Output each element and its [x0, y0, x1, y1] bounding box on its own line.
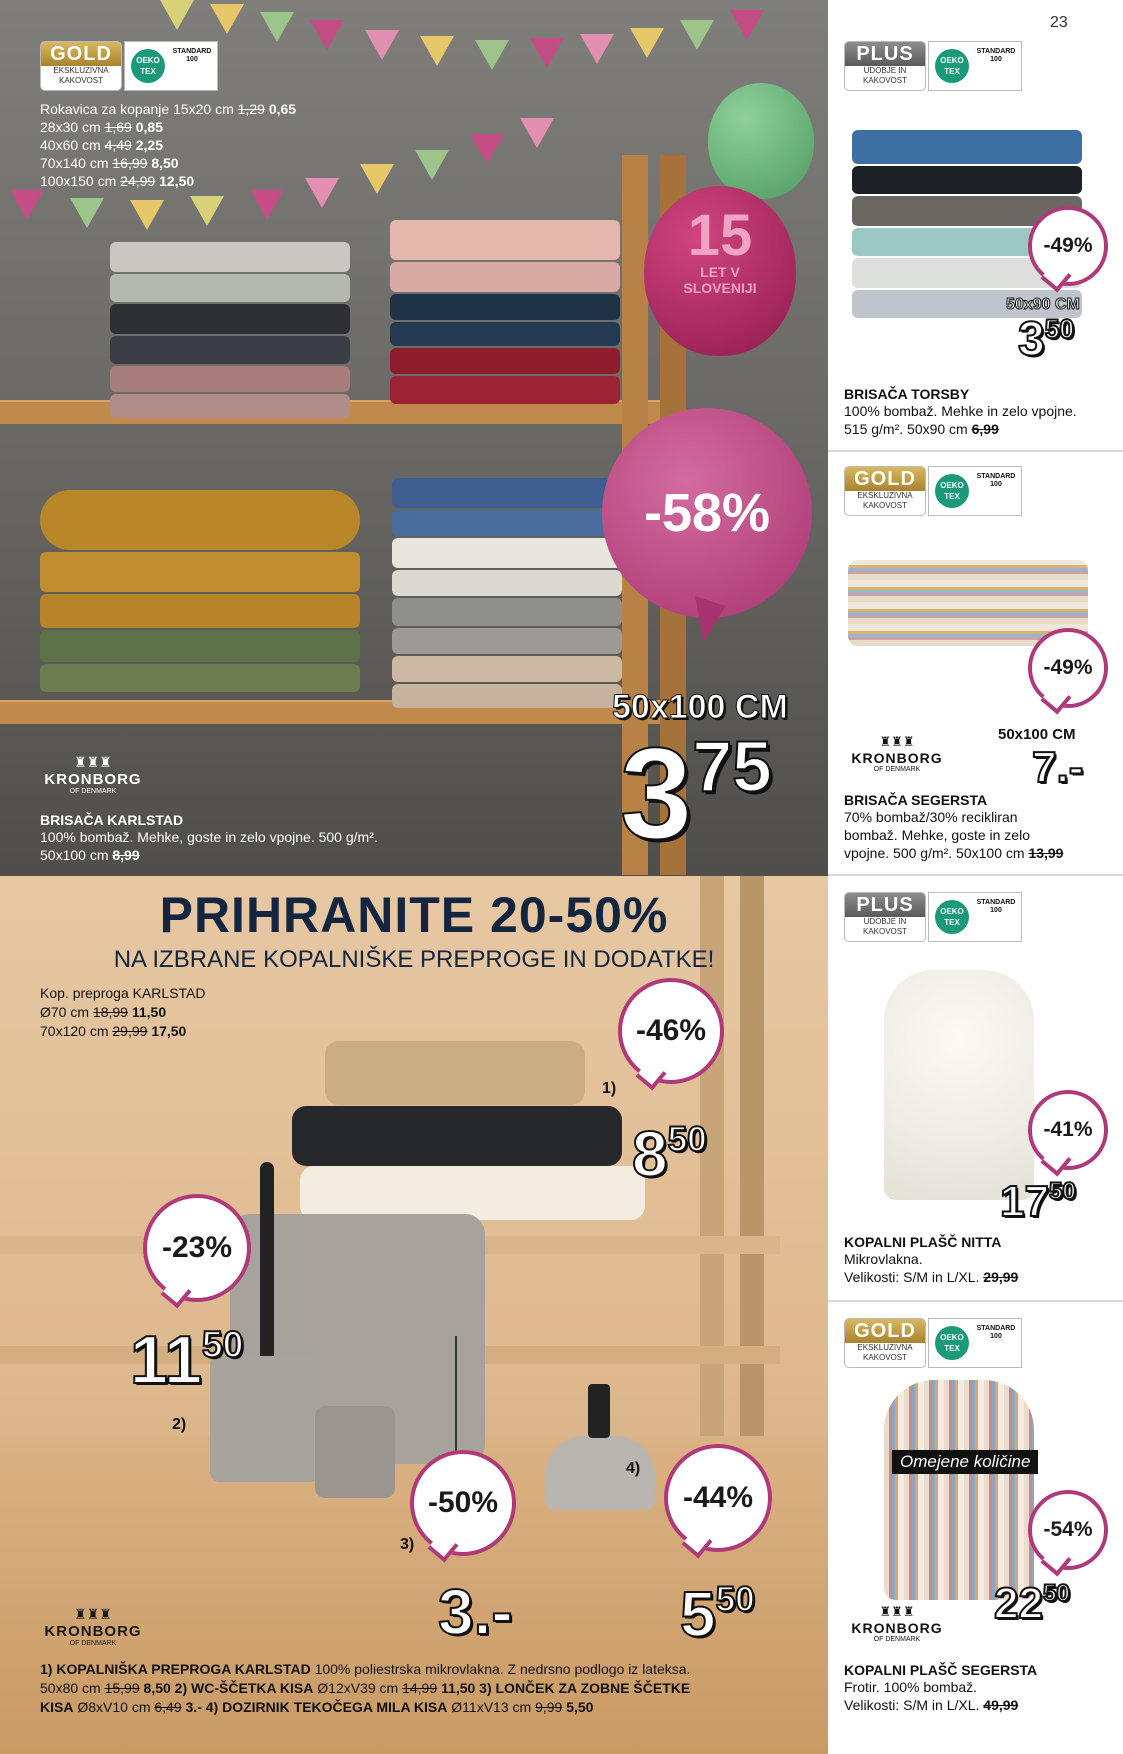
balloon-subtitle: SLOVENIJI: [683, 280, 757, 296]
size-label: 50x90 CM: [1006, 296, 1080, 313]
product-description: 100% bombaž. Mehke in zelo vpojne.: [844, 403, 1077, 419]
price-tag: $22^{50}$: [994, 1579, 1070, 1628]
kronborg-logo: ♜♜♜ KRONBORG OF DENMARK: [844, 1604, 950, 1643]
size-price-line: 70x140 cm 16,99 8,50: [40, 155, 179, 171]
towel-shelf-panel: [0, 0, 828, 876]
right-product-column: [828, 0, 1123, 1754]
rug-black: [292, 1106, 622, 1166]
oeko-tex-badge: OEKO TEX STANDARD 100: [928, 466, 1022, 516]
badge-title: GOLD: [41, 42, 121, 66]
product-description: 70% bombaž/30% recikliran: [844, 809, 1018, 825]
product-description: Frotir. 100% bombaž.: [844, 1679, 978, 1695]
size-price-line: 70x120 cm 29,99 17,50: [40, 1023, 187, 1039]
price-tag: 7.-: [1032, 743, 1084, 792]
product-title: BRISAČA SEGERSTA: [844, 792, 988, 808]
rug-price-list: [40, 984, 206, 1041]
kronborg-logo: ♜♜♜ KRONBORG OF DENMARK: [844, 734, 950, 773]
plus-quality-badge: PLUS UDOBJE IN KAKOVOST: [844, 892, 926, 942]
oeko-tex-badge: OEKO TEX STANDARD 100: [928, 41, 1022, 91]
price-tag: $17^{50}$: [1000, 1177, 1076, 1226]
toilet-brush-handle: [260, 1162, 274, 1372]
discount-bubble: -54%: [1028, 1490, 1108, 1570]
discount-bubble: -49%: [1028, 628, 1108, 708]
striped-bathrobe: [884, 1380, 1034, 1600]
towel-stack: [392, 478, 622, 710]
crown-icon: ♜♜♜: [74, 1606, 112, 1622]
size-price-line: Ø70 cm 18,99 11,50: [40, 1004, 167, 1020]
crown-icon: ♜♜♜: [74, 754, 112, 770]
crown-icon: ♜♜♜: [879, 734, 915, 749]
product-info-torsby: [844, 386, 1077, 438]
crown-icon: ♜♜♜: [879, 1604, 915, 1619]
rug-title: Kop. preproga KARLSTAD: [40, 985, 206, 1001]
gold-quality-badge: [40, 41, 122, 91]
discount-bubble: -49%: [1028, 206, 1108, 286]
towel-stack: [390, 220, 620, 406]
oeko-tex-badge: OEKO TEX STANDARD 100: [928, 892, 1022, 942]
plus-quality-badge: PLUS UDOBJE IN KAKOVOST: [844, 41, 926, 91]
size-price-line: 40x60 cm 4,49 2,25: [40, 137, 163, 153]
oeko-tex-badge: OEKO TEX STANDARD 100: [928, 1318, 1022, 1368]
oeko-standard-label: STANDARD 100: [172, 48, 212, 63]
size-price-list: [40, 100, 296, 190]
item-number: 1): [602, 1080, 617, 1097]
bath-accessories-panel: [0, 876, 828, 1754]
discount-bubble: -50%: [410, 1450, 516, 1556]
product-description: bombaž. Mehke, goste in zelo: [844, 827, 1030, 843]
product-info-segersta-towel: [844, 792, 1063, 862]
item-number: 2): [172, 1416, 187, 1433]
rug-beige: [325, 1041, 585, 1105]
discount-badge-large: [602, 408, 812, 618]
discount-bubble: -23%: [143, 1194, 251, 1302]
size-price-line: 28x30 cm 1,69 0,85: [40, 119, 163, 135]
price-tag-main: $3^{75}$: [620, 720, 772, 866]
promo-headline: PRIHRANITE 20-50%: [159, 887, 669, 943]
rug-white: [300, 1166, 645, 1220]
product-list-footer: 1) KOPALNIŠKA PREPROGA KARLSTAD 100% poliestrska mikrovlakna. Z nedrsno podlogo iz lateksa. 50x80 cm 15,99 8,50 2) WC-ŠČETKA KISA Ø12xV39 cm 14,99 11,50 3) LONČEK ZA ZOBNE ŠČETKE KISA Ø8xV10 cm 6,49 3.- 4) DOZIRNIK TEKOČEGA MILA KISA Ø11xV13 cm 9,99 5,50: [40, 1661, 691, 1715]
product-size-price: 50x100 cm 8,99: [40, 847, 140, 863]
product-info-nitta: [844, 1234, 1018, 1286]
product-title: BRISAČA KARLSTAD: [40, 812, 184, 828]
product-size-price: 515 g/m². 50x90 cm 6,99: [844, 421, 999, 437]
limited-quantity-label: Omejene količine: [892, 1450, 1038, 1474]
item-number: 3): [400, 1536, 415, 1553]
product-title: BRISAČA TORSBY: [844, 386, 970, 402]
discount-bubble: -46%: [618, 978, 724, 1084]
price-tag: $11^{50}$: [130, 1322, 244, 1398]
price-tag: 3.-: [438, 1576, 513, 1648]
size-price-line: Rokavica za kopanje 15x20 cm 1,29 0,65: [40, 101, 297, 117]
item-number: 4): [626, 1460, 641, 1477]
anniversary-balloon: [644, 186, 796, 356]
oeko-tex-logo: OEKO TEX: [131, 49, 165, 83]
soap-pump: [588, 1384, 610, 1438]
price-tag: $5^{50}$: [680, 1578, 755, 1650]
gold-quality-badge: GOLD EKSKLUZIVNA KAKOVOST: [844, 1318, 926, 1368]
size-price-line: 100x150 cm 24,99 12,50: [40, 173, 195, 189]
balloon-number: 15: [687, 203, 753, 268]
promo-subheadline: NA IZBRANE KOPALNIŠKE PREPROGE IN DODATKE!: [113, 946, 715, 973]
towel-stack: [40, 490, 360, 694]
discount-bubble: -41%: [1028, 1090, 1108, 1170]
discount-percent: -58%: [643, 483, 771, 543]
size-label: 50x100 CM: [998, 726, 1076, 743]
oeko-tex-badge: [124, 41, 218, 91]
towel-stack: [110, 242, 350, 420]
product-description: 100% bombaž. Mehke, goste in zelo vpojne. 500 g/m².: [40, 829, 378, 845]
discount-bubble: -44%: [664, 1444, 772, 1552]
product-size-price: Velikosti: S/M in L/XL. 49,99: [844, 1697, 1019, 1713]
badge-subtitle: EKSKLUZIVNA KAKOVOST: [53, 66, 109, 85]
product-description: Mikrovlakna.: [844, 1251, 923, 1267]
product-size-price: vpojne. 500 g/m². 50x100 cm 13,99: [844, 845, 1064, 861]
product-info-segersta-robe: [844, 1662, 1037, 1714]
toothbrush-cup: [315, 1406, 395, 1498]
price-tag: $3^{50}$: [1018, 313, 1075, 366]
product-size-price: Velikosti: S/M in L/XL. 29,99: [844, 1269, 1019, 1285]
kronborg-logo: ♜♜♜ KRONBORG OF DENMARK: [40, 1606, 146, 1647]
product-title: KOPALNI PLAŠČ SEGERSTA: [844, 1662, 1038, 1678]
balloon-subtitle: LET V: [700, 264, 740, 280]
kronborg-logo: ♜♜♜ KRONBORG OF DENMARK: [40, 754, 146, 795]
green-balloon: [708, 83, 814, 199]
product-info-karlstad: [40, 812, 378, 864]
size-label: 50x100 CM: [612, 688, 788, 726]
page-number: 23: [1050, 14, 1068, 31]
white-bathrobe: [884, 970, 1034, 1200]
gold-quality-badge: GOLD EKSKLUZIVNA KAKOVOST: [844, 466, 926, 516]
price-tag: $8^{50}$: [632, 1118, 707, 1190]
product-title: KOPALNI PLAŠČ NITTA: [844, 1234, 1002, 1250]
